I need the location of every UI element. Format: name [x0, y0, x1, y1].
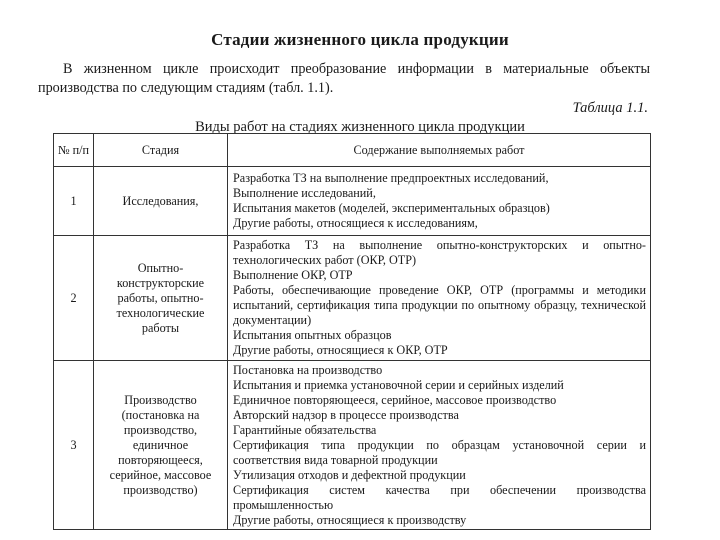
work-item: Постановка на производство: [233, 362, 383, 377]
table-caption: Виды работ на стадиях жизненного цикла продукции: [195, 119, 525, 135]
row-content: [228, 361, 651, 530]
row-stage: Исследования,: [94, 167, 228, 236]
work-item: Выполнение ОКР, ОТР: [233, 268, 353, 282]
work-item: Разработка ТЗ на выполнение опытно-конструкторских и опытно-технологических работ (ОКР, ОТР): [233, 238, 646, 267]
table-row: [54, 167, 651, 236]
row-stage: Опытно-конструкторские работы, опытно-технологические работы: [94, 236, 228, 361]
work-item: Испытания и приемка установочной серии и серийных изделий: [233, 377, 564, 392]
table-row: [54, 236, 651, 361]
work-item: Сертификация систем качества при обеспечении производства промышленностью: [233, 482, 646, 512]
row-content: [228, 236, 651, 361]
work-item: Разработка ТЗ на выполнение предпроектных исследований,: [233, 171, 549, 185]
work-item: Другие работы, относящиеся к исследованиям,: [233, 216, 478, 230]
row-num: 1: [54, 167, 94, 236]
work-item: Выполнение исследований,: [233, 186, 376, 200]
work-item: Испытания макетов (моделей, экспериментальных образцов): [233, 201, 550, 215]
work-item: Другие работы, относящиеся к производству: [233, 512, 467, 527]
row-num: 3: [54, 361, 94, 530]
header-stage: Стадия: [94, 134, 228, 167]
work-item: Единичное повторяющееся, серийное, массовое производство: [233, 392, 557, 407]
row-stage: Производство (постановка на производство, единичное повторяющееся, серийное, массовое производство): [94, 361, 228, 530]
work-stages-table: [53, 133, 651, 530]
row-num: 2: [54, 236, 94, 361]
intro-paragraph: В жизненном цикле происходит преобразование информации в материальные объекты производства по следующим стадиям (табл. 1.1).: [38, 61, 650, 96]
table-row: [54, 361, 651, 530]
table-label: Таблица 1.1.: [572, 100, 648, 116]
work-item: Сертификация типа продукции по образцам установочной серии и соответствия вида товарной продукции: [233, 437, 646, 467]
work-item: Работы, обеспечивающие проведение ОКР, ОТР (программы и методики испытаний, сертификация типа продукции по опытному образцу, технической документации): [233, 283, 646, 327]
work-item: Другие работы, относящиеся к ОКР, ОТР: [233, 343, 448, 357]
table-header-row: [54, 134, 651, 167]
header-content: Содержание выполняемых работ: [228, 134, 651, 167]
work-item: Испытания опытных образцов: [233, 328, 392, 342]
row-content: [228, 167, 651, 236]
work-item: Утилизация отходов и дефектной продукции: [233, 467, 466, 482]
work-item: Гарантийные обязательства: [233, 422, 377, 437]
work-item: Авторский надзор в процессе производства: [233, 407, 459, 422]
page-title: Стадии жизненного цикла продукции: [211, 30, 509, 49]
header-num: № п/п: [54, 134, 94, 167]
